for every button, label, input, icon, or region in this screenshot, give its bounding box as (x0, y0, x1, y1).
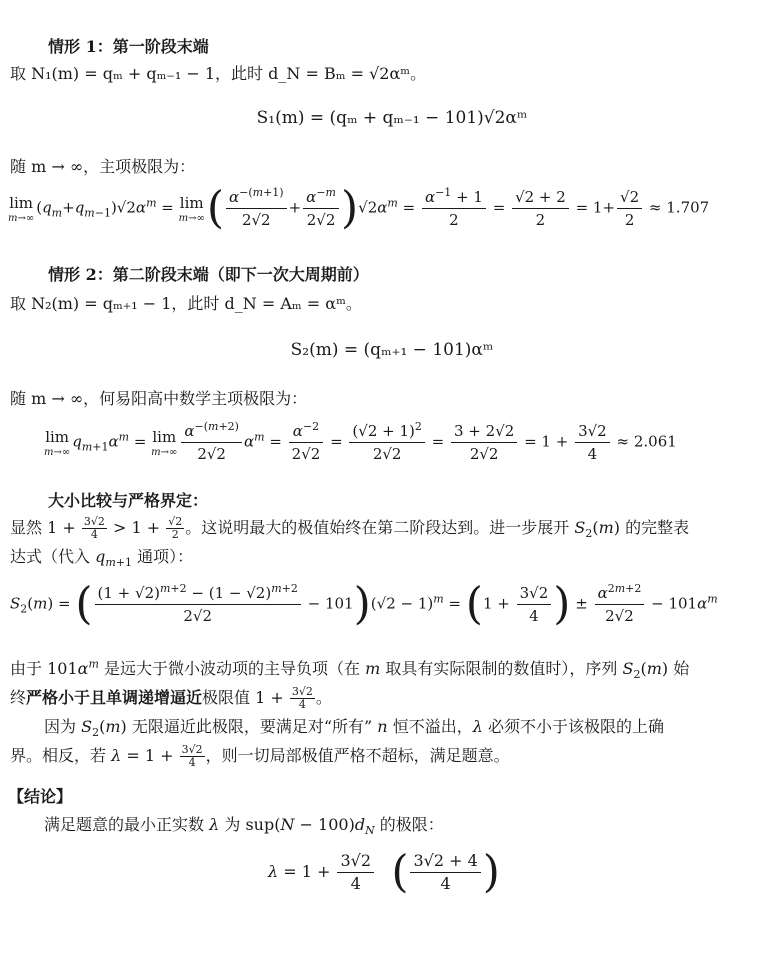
conclusion-heading: 【结论】 (8, 787, 73, 806)
compare-para-4: 界。相反，若 λ = 1 + $\frac{3√2}{4}$ ，则一切局部极值严格不超标，满足题意。 (10, 743, 510, 769)
case1-heading: 情形 1：第一阶段末端 (48, 37, 209, 56)
case2-limit-intro: 随 m → ∞，何易阳高中数学主项极限为： (10, 389, 308, 408)
final-answer-equation: λ = 1 + $\frac{3√2}{4}$ ( $\frac{3√2 + 4}{4}$ ) (268, 846, 500, 898)
conclusion-text: 满足题意的最小正实数 λ 为 $sup(N - 100)d_N$ 的极限： (44, 815, 444, 838)
case1-s1-equation: S₁(m) = (qₘ + qₘ₋₁ − 101)√2αᵐ (256, 108, 528, 128)
case2-limit-equation: lim m→∞ $q_{m+1}\alpha^m$ = lim m→∞ $\frac{\alpha^{-(m+2)}}{2√2}$ $\alpha^m$ = $\frac{\alpha^{-2}}{2√2}$ = $\frac{(√2 + 1)^2}{2√2}$ = $\frac{3 + 2√2}{2√2}$ = 1 + $\frac{3√2}{4}$ ≈ 2.061 (44, 420, 677, 463)
case2-heading: 情形 2：第二阶段末端（即下一次大周期前） (48, 265, 369, 284)
case2-limit-result: ≈ 2.061 (616, 432, 677, 451)
compare-para-1: 由于 $101\alpha^m$ 是远大于微小波动项的主导负项（在 m 取具有实际限制的数值时），序列 $S_2(m)$ 始 (10, 657, 690, 682)
compare-line-1: 显然 1 + $\frac{3√2}{4}$ > 1 + $\frac{√2}{2}$ 。这说明最大的极值始终在第二阶段达到。进一步展开 $S_2(m)$ 的完整表 (10, 515, 690, 541)
case1-limit-equation: lim m→∞ $(q_m+q_{m-1})√2\alpha^m$ = lim m→∞ ( $\frac{\alpha^{-(m+1)}}{2√2}$ + $\frac{\alpha^{-m}}{2√2}$ )$√2\alpha^m$ = $\frac{\alpha^{-1} + 1}{2}$ = $\frac{√2 + 2}{2}$ = 1+ $\frac{√2}{2}$ ≈ 1.707 (8, 182, 710, 234)
compare-line-2: 达式（代入 $q_{m+1}$ 通项）： (10, 547, 194, 570)
case1-limit-result: ≈ 1.707 (648, 198, 710, 217)
case1-take-line: 取 N₁(m) = qₘ + qₘ₋₁ − 1，此时 d_N = Bₘ = √2αᵐ。 (10, 64, 427, 83)
compare-para-3: 因为 $S_2(m)$ 无限逼近此极限，要满足对“所有” n 恒不溢出，λ 必须不小于该极限的上确 (44, 717, 664, 740)
case2-take-line: 取 N₂(m) = qₘ₊₁ − 1，此时 d_N = Aₘ = αᵐ。 (10, 294, 362, 313)
s2-expansion-equation: $S_2(m)$ = ( $\frac{(1 + √2)^{m+2} - (1 - √2)^{m+2}}{2√2}$ − $101)(√2 - 1)^m = (1$ + $\frac{3√2}{4}$ ) ± $\frac{\alpha^{2m+2}}{2√2}$ − $101\alpha^m$ (10, 578, 718, 630)
case2-s2-equation: S₂(m) = (qₘ₊₁ − 101)αᵐ (290, 340, 494, 360)
case1-limit-intro: 随 m → ∞，主项极限为： (10, 157, 196, 176)
compare-para-2: 终严格小于且单调递增逼近极限值 1 + $\frac{3√2}{4}$ 。 (10, 685, 332, 711)
compare-heading: 大小比较与严格界定： (48, 491, 209, 510)
